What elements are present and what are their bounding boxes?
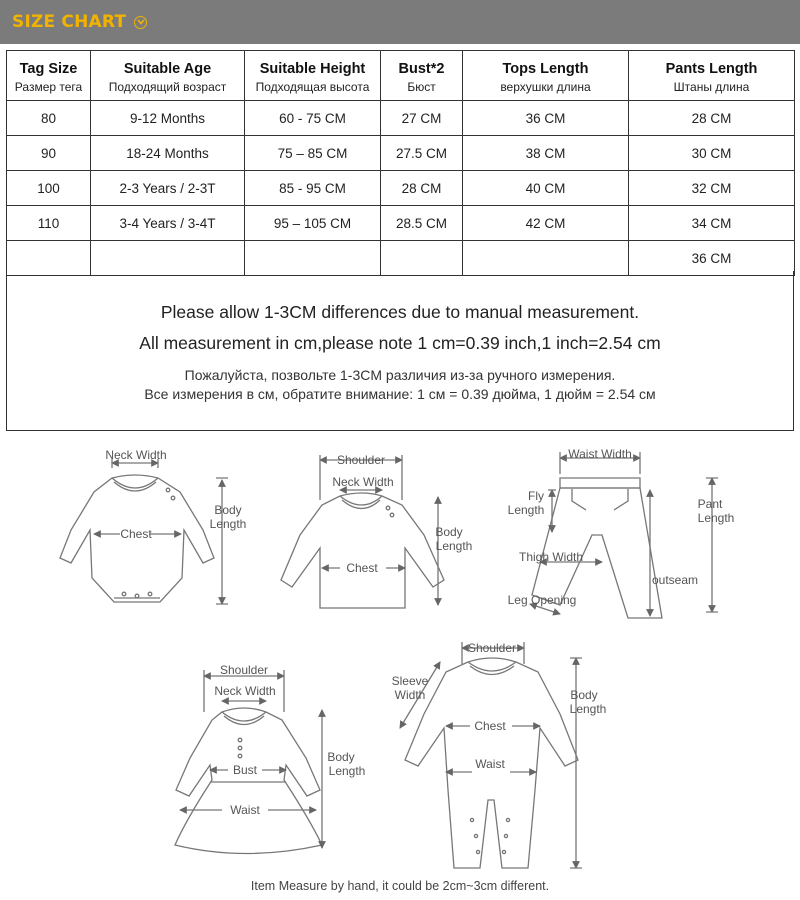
size-table	[6, 50, 795, 276]
cell-pants-length: 28 CM	[629, 101, 795, 136]
header-tag-size: Tag Size Размер тега	[7, 51, 91, 101]
table-header-row	[7, 51, 795, 101]
cell-pants-length: 32 CM	[629, 171, 795, 206]
pants-fly-length-label-2: Length	[507, 503, 545, 517]
note-allow-differences: Please allow 1-3CM differences due to manual measurement.	[160, 302, 640, 322]
table-row	[7, 101, 795, 136]
size-chart-title: SIZE CHART	[12, 12, 127, 32]
cell-tops-length: 38 CM	[463, 136, 629, 171]
cell-tag-size: 80	[7, 101, 91, 136]
header-bust: Bust*2 Бюст	[381, 51, 463, 101]
top-neck-width-label: Neck Width	[332, 475, 394, 489]
note-allow-differences-ru: Пожалуйста, позвольте 1-3CM различия из-за ручного измерения.	[184, 367, 616, 383]
size-table-container	[6, 50, 794, 276]
pants-waist-width-label: Waist Width	[568, 447, 632, 461]
measurement-notes	[6, 271, 794, 431]
cell-bust: 27 CM	[381, 101, 463, 136]
cell-age: 2-3 Years / 2-3T	[91, 171, 245, 206]
bodysuit-body-length-label: Body	[214, 503, 242, 517]
cell-age: 9-12 Months	[91, 101, 245, 136]
cell-tag-size: 100	[7, 171, 91, 206]
cell-bust: 28 CM	[381, 171, 463, 206]
header-suitable-age: Suitable Age Подходящий возраст	[91, 51, 245, 101]
cell-height: 60 - 75 CM	[245, 101, 381, 136]
romper-shoulder-label: Shoulder	[467, 641, 517, 655]
header-suitable-height: Suitable Height Подходящая высота	[245, 51, 381, 101]
chevron-down-circle-icon	[134, 16, 147, 29]
cell-height: 75 – 85 CM	[245, 136, 381, 171]
pants-fly-length-label: Fly	[528, 489, 544, 503]
romper-body-length-label: Body	[570, 688, 598, 702]
cell-pants-length: 34 CM	[629, 206, 795, 241]
note-cm-conversion-ru: Все измерения в см, обратите внимание: 1 см = 0.39 дюйма, 1 дюйм = 2.54 см	[144, 386, 656, 402]
header-pants-length: Pants Length Штаны длина	[629, 51, 795, 101]
dress-body-length-label-2: Length	[328, 764, 366, 778]
cell-age: 3-4 Years / 3-4T	[91, 206, 245, 241]
top-body-length-label-2: Length	[435, 539, 473, 553]
dress-neck-width-label: Neck Width	[214, 684, 276, 698]
romper-sleeve-width-label: Sleeve	[391, 674, 429, 688]
cell-tag-size: 110	[7, 206, 91, 241]
bodysuit-chest-label: Chest	[120, 527, 152, 541]
romper-waist-label: Waist	[475, 757, 505, 771]
garment-diagrams-svg	[0, 440, 800, 880]
pants-outseam-label: outseam	[651, 573, 699, 587]
size-chart-header	[0, 0, 800, 44]
cell-tops-length: 36 CM	[463, 101, 629, 136]
dress-shoulder-label: Shoulder	[219, 663, 269, 677]
top-body-length-label: Body	[435, 525, 463, 539]
dress-body-length-label: Body	[327, 750, 355, 764]
cell-bust: 27.5 CM	[381, 136, 463, 171]
table-row	[7, 171, 795, 206]
measurement-diagrams	[0, 440, 800, 900]
romper-body-length-label-2: Length	[569, 702, 607, 716]
bodysuit-body-length-label-2: Length	[209, 517, 247, 531]
cell-tops-length: 42 CM	[463, 206, 629, 241]
romper-sleeve-width-label-2: Width	[394, 688, 426, 702]
dress-waist-label: Waist	[230, 803, 260, 817]
cell-pants-length: 30 CM	[629, 136, 795, 171]
header-tops-length: Tops Length верхушки длина	[463, 51, 629, 101]
table-row	[7, 206, 795, 241]
romper-chest-label: Chest	[474, 719, 506, 733]
cell-height: 85 - 95 CM	[245, 171, 381, 206]
top-chest-label: Chest	[346, 561, 378, 575]
table-row	[7, 136, 795, 171]
cell-tops-length: 40 CM	[463, 171, 629, 206]
pants-pant-length-label: Pant	[697, 497, 723, 511]
note-cm-conversion: All measurement in cm,please note 1 cm=0.39 inch,1 inch=2.54 cm	[139, 333, 661, 353]
pants-thigh-width-label: Thigh Width	[518, 550, 584, 564]
cell-age: 18-24 Months	[91, 136, 245, 171]
cell-height: 95 – 105 CM	[245, 206, 381, 241]
top-shoulder-label: Shoulder	[336, 453, 386, 467]
cell-tag-size: 90	[7, 136, 91, 171]
cell-pants-length: 36 CM	[629, 241, 795, 276]
dress-bust-label: Bust	[232, 763, 258, 777]
cell-bust: 28.5 CM	[381, 206, 463, 241]
pants-pant-length-label-2: Length	[697, 511, 735, 525]
pants-leg-opening-label: Leg Opening	[507, 593, 577, 607]
measure-by-hand-note: Item Measure by hand, it could be 2cm~3cm different.	[250, 879, 550, 893]
bodysuit-neck-width-label: Neck Width	[105, 448, 167, 462]
